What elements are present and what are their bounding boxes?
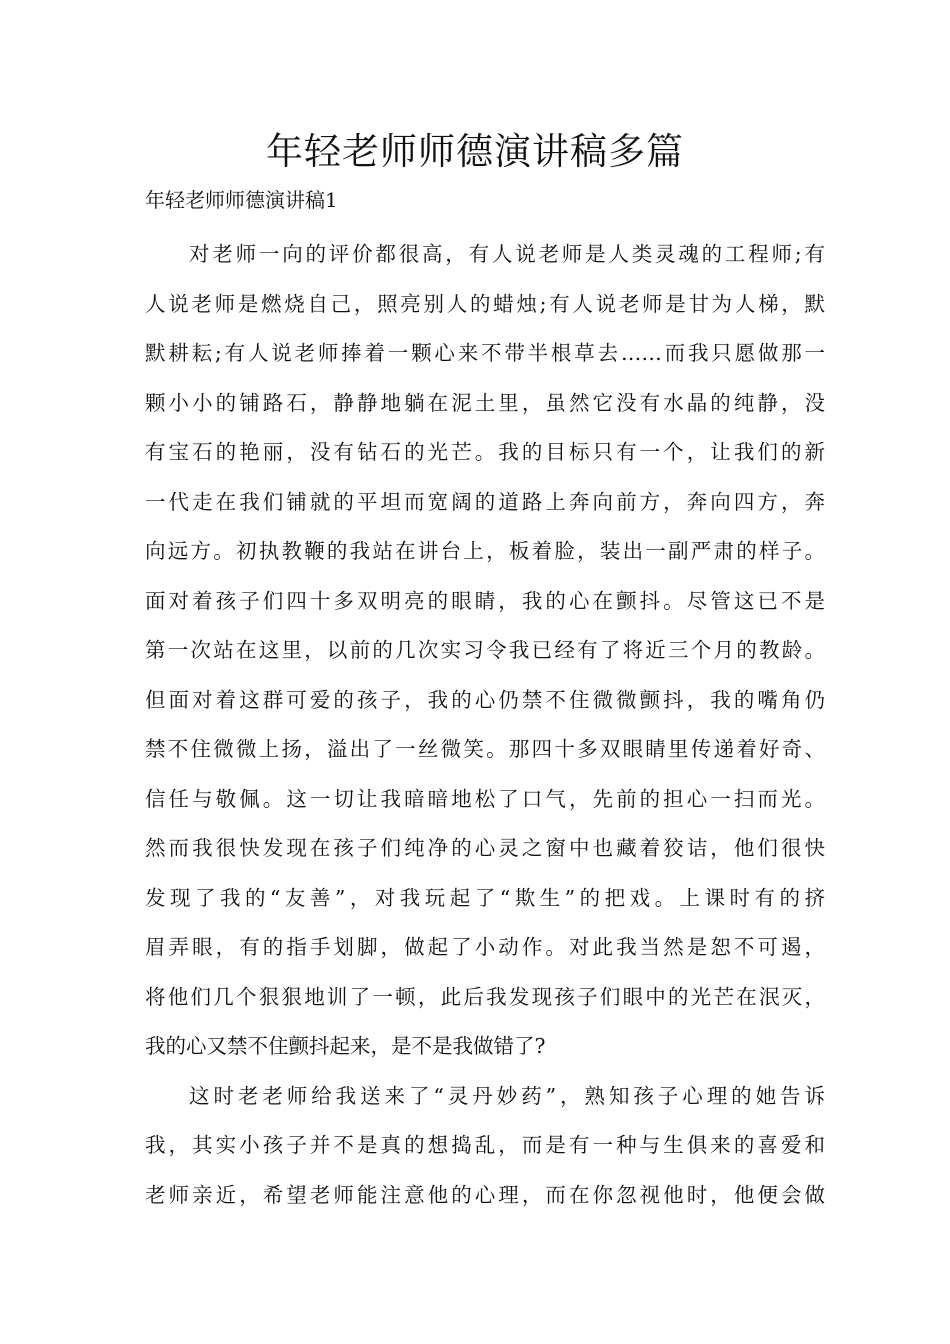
- text-line: 将他们几个狠狠地训了一顿，此后我发现孩子们眼中的光芒在泯灭，: [145, 984, 825, 1009]
- text-line: 向远方。初执教鞭的我站在讲台上，板着脸，装出一副严肃的样子。: [145, 539, 825, 563]
- text-line: 信任与敬佩。这一切让我暗暗地松了口气，先前的担心一扫而光。: [145, 786, 825, 811]
- text-line: 禁不住微微上扬，溢出了一丝微笑。那四十多双眼睛里传递着好奇、: [145, 737, 825, 761]
- text-line: 面对着孩子们四十多双明亮的眼睛，我的心在颤抖。尽管这已不是: [145, 588, 825, 613]
- section-heading: 年轻老师师德演讲稿1: [145, 188, 338, 212]
- text-line: 颗小小的铺路石，静静地躺在泥土里，虽然它没有水晶的纯静，没: [145, 390, 825, 415]
- document-body: [145, 230, 825, 1220]
- text-line: 人说老师是燃烧自己，照亮别人的蜡烛;有人说老师是甘为人梯，默: [145, 291, 825, 316]
- document-title: 年轻老师师德演讲稿多篇: [266, 130, 684, 173]
- text-line: 眉弄眼，有的指手划脚，做起了小动作。对此我当然是恕不可遏，: [145, 935, 825, 959]
- text-line: 发现了我的“友善”，对我玩起了“欺生”的把戏。上课时有的挤: [145, 885, 825, 910]
- text-line: 这时老老师给我送来了“灵丹妙药”，熟知孩子心理的她告诉: [189, 1083, 825, 1108]
- paragraph-2: [145, 1072, 825, 1221]
- paragraph-1: [145, 230, 825, 1072]
- text-line: 老师亲近，希望老师能注意他的心理，而在你忽视他时，他便会做: [145, 1182, 825, 1207]
- text-line: 对老师一向的评价都很高，有人说老师是人类灵魂的工程师;有: [189, 242, 825, 266]
- text-line: 我，其实小孩子并不是真的想捣乱，而是有一种与生俱来的喜爱和: [145, 1133, 825, 1157]
- text-line: 但面对着这群可爱的孩子，我的心仍禁不住微微颤抖，我的嘴角仍: [145, 687, 825, 712]
- text-line: 默耕耘;有人说老师捧着一颗心来不带半根草去……而我只愿做那一: [145, 341, 825, 365]
- text-line: 我的心又禁不住颤抖起来，是不是我做错了?: [145, 1034, 546, 1058]
- text-line: 然而我很快发现在孩子们纯净的心灵之窗中也藏着狡诘，他们很快: [145, 836, 825, 860]
- text-line: 有宝石的艳丽，没有钻石的光芒。我的目标只有一个，让我们的新: [145, 440, 825, 464]
- text-line: 一代走在我们铺就的平坦而宽阔的道路上奔向前方，奔向四方，奔: [145, 489, 825, 514]
- text-line: 第一次站在这里，以前的几次实习令我已经有了将近三个月的教龄。: [145, 638, 825, 662]
